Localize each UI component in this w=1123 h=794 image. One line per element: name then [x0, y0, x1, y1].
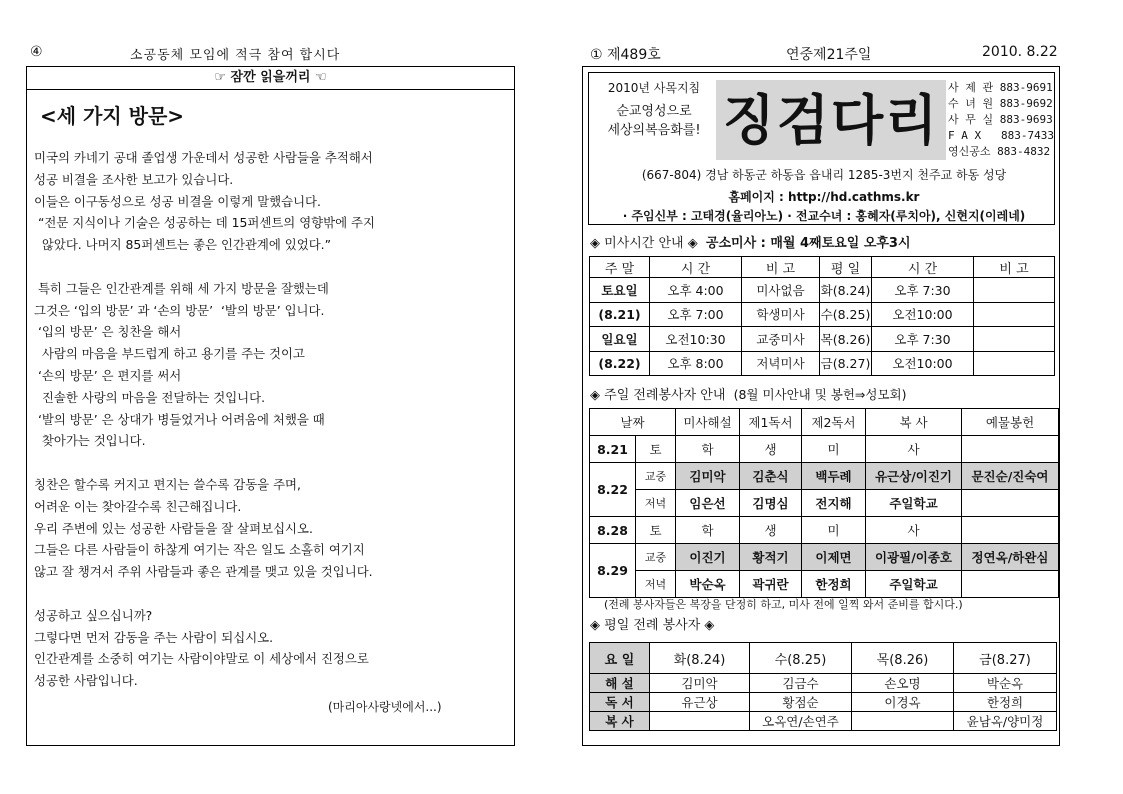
duty-cell: 학 [676, 517, 740, 544]
duty-cell: 문진순/진숙여 [962, 463, 1059, 490]
duty-cell: 주일학교 [866, 571, 962, 598]
duty-cell: 이광필/이종호 [866, 544, 962, 571]
weekday-day: 목(8.26) [820, 327, 872, 352]
weekday-role: 해 설 [590, 674, 650, 693]
issue-date: 2010. 8.22 [982, 44, 1058, 60]
weekday-time: 오전10:00 [872, 351, 974, 376]
duty-date: 8.28 [590, 517, 636, 544]
mass-header-cell: 비 고 [974, 257, 1055, 278]
duty-cell: 학 [676, 436, 740, 463]
contact-line: F A X 883-7433 [948, 129, 1054, 142]
article-line: 그들은 다른 사람들이 하찮게 여기는 작은 일도 소홀히 여기지 [34, 542, 365, 558]
table-row [590, 674, 1057, 693]
article-line: 미국의 카네기 공대 졸업생 가운데서 성공한 사람들을 추적해서 [34, 150, 373, 165]
duty-date: 8.29 [590, 544, 636, 598]
article-source: (마리아사랑넷에서...) [328, 700, 442, 714]
weekday-note [974, 351, 1055, 376]
table-row [590, 436, 1059, 463]
mass-note: 저녁미사 [742, 351, 820, 376]
parish-address: (667-804) 경남 하동군 하동읍 읍내리 1285-3번지 천주교 하동 성당 [641, 168, 1007, 182]
article-line: 칭찬은 할수록 커지고 편지는 쓸수록 감동을 주며, [34, 477, 301, 492]
weekday-cell [852, 712, 954, 731]
duty-section-title [590, 384, 907, 403]
pastoral-motto [592, 80, 716, 140]
duty-cell [962, 571, 1059, 598]
contact-line: 사 제 관 883-9691 [948, 81, 1053, 94]
page-number-left: ④ [30, 44, 43, 60]
sunday-duty-table [589, 408, 1059, 598]
duty-header-cell: 제1독서 [740, 409, 802, 436]
weekday-day: 금(8.27) [820, 351, 872, 376]
slogan: 소공동체 모임에 적극 참여 합시다 [130, 48, 341, 63]
duty-cell: 황적기 [740, 544, 802, 571]
article-line: 인간관계를 소중히 여기는 사람이야말로 이 세상에서 진정으로 [34, 651, 369, 667]
duty-cell: 김명심 [740, 490, 802, 517]
duty-cell: 김춘식 [740, 463, 802, 490]
weekday-day: 수(8.25) [820, 302, 872, 327]
article-line: “전문 지식이나 기술은 성공하는 데 15퍼센트의 영향밖에 주지 [34, 215, 375, 231]
article-line: 이들은 이구동성으로 성공 비결을 이렇게 말했습니다. [34, 193, 321, 209]
mass-time: 오전10:30 [650, 327, 742, 352]
duty-header-cell: 예물봉헌 [962, 409, 1059, 436]
motto-year: 2010년 사목지침 [607, 81, 701, 95]
duty-header-cell: 복 사 [866, 409, 962, 436]
duty-cell: 주일학교 [866, 490, 962, 517]
duty-section-label: ◈ 주일 전례봉사자 안내 [590, 388, 726, 403]
duty-date: 8.21 [590, 436, 636, 463]
weekday-cell: 윤남옥/양미정 [954, 712, 1057, 731]
weekday-role: 독 서 [590, 693, 650, 712]
duty-cell: 이진기 [676, 544, 740, 571]
duty-header-cell: 미사해설 [676, 409, 740, 436]
mass-day: 일요일 [590, 327, 650, 352]
mass-day: (8.21) [590, 302, 650, 327]
weekday-header-cell: 수(8.25) [750, 643, 852, 674]
reading-box-title: ☞ 잠깐 읽을꺼리 ☜ [26, 66, 515, 90]
mass-header-cell: 주 말 [590, 257, 650, 278]
mass-header-cell: 시 간 [872, 257, 974, 278]
weekday-section-title: ◈ 평일 전례 봉사자 ◈ [590, 618, 715, 633]
weekday-note [974, 302, 1055, 327]
duty-cell: 생 [740, 436, 802, 463]
article-line: 성공하고 싶으십니까? [34, 607, 153, 623]
duty-mass-type: 저녁 [636, 490, 676, 517]
contact-line: 영신공소 883-4832 [948, 145, 1051, 158]
weekday-note [974, 327, 1055, 352]
duty-note: (8월 미사안내 및 봉헌⇒성모회) [733, 387, 907, 402]
duty-weekday: 토 [636, 436, 676, 463]
duty-cell: 백두례 [802, 463, 866, 490]
weekday-role: 복 사 [590, 712, 650, 731]
weekday-cell: 오옥연/손연주 [750, 712, 852, 731]
weekday-cell: 손오명 [852, 674, 954, 693]
duty-mass-type: 교중 [636, 544, 676, 571]
article-line: ‘발의 방문’ 은 상대가 병들었거나 어려움에 처했을 때 [34, 411, 325, 427]
duty-date: 8.22 [590, 463, 636, 517]
homepage-link[interactable]: 홈페이지 : http://hd.cathms.kr [728, 190, 920, 204]
mass-day: 토요일 [590, 278, 650, 303]
weekday-cell: 김미악 [650, 674, 750, 693]
weekday-cell: 황점순 [750, 693, 852, 712]
weekday-day: 화(8.24) [820, 278, 872, 303]
duty-cell: 임은선 [676, 490, 740, 517]
article-line: 않았다. 나머지 85퍼센트는 좋은 인간관계에 있었다.” [34, 237, 332, 253]
liturgical-sunday: 연중제21주일 [786, 47, 872, 63]
article-line: ‘손의 방문’ 은 편지를 써서 [34, 368, 182, 383]
mass-day: (8.22) [590, 351, 650, 376]
mass-note: 교중미사 [742, 327, 820, 352]
weekday-note [974, 278, 1055, 303]
duty-cell [962, 436, 1059, 463]
duty-cell [962, 517, 1059, 544]
mass-header-cell: 시 간 [650, 257, 742, 278]
duty-mass-type: 교중 [636, 463, 676, 490]
duty-cell: 미 [802, 517, 866, 544]
duty-header-cell: 날짜 [590, 409, 676, 436]
article-line: 어려운 이는 찾아갈수록 친근해집니다. [34, 498, 242, 514]
duty-cell: 김미악 [676, 463, 740, 490]
article-line: 찾아가는 것입니다. [34, 433, 146, 449]
article-line: ‘입의 방문’ 은 칭찬을 해서 [34, 324, 182, 340]
article-line: 우리 주변에 있는 성공한 사람들을 잘 살펴보십시오. [34, 520, 313, 536]
article-line: 진솔한 사랑의 마음을 전달하는 것입니다. [34, 389, 266, 405]
article-line: 성공 비결을 조사한 보고가 있습니다. [34, 171, 234, 187]
duty-cell: 사 [866, 517, 962, 544]
duty-cell: 미 [802, 436, 866, 463]
table-row [590, 327, 1055, 352]
weekday-cell: 박순옥 [954, 674, 1057, 693]
newsletter-logo: 징검다리 [716, 80, 946, 160]
weekday-cell: 한정희 [954, 693, 1057, 712]
duty-weekday: 토 [636, 517, 676, 544]
table-row [590, 693, 1057, 712]
weekday-time: 오후 7:30 [872, 278, 974, 303]
weekday-cell: 김금수 [750, 674, 852, 693]
article-line: 않고 잘 챙겨서 주위 사람들과 좋은 관계를 맺고 있을 것입니다. [34, 564, 373, 580]
weekday-header-cell: 요 일 [590, 643, 650, 674]
mass-note: 학생미사 [742, 302, 820, 327]
table-row [590, 712, 1057, 731]
table-row [590, 571, 1059, 598]
table-row [590, 463, 1059, 490]
weekday-time: 오후 7:30 [872, 327, 974, 352]
weekday-cell: 이경옥 [852, 693, 954, 712]
weekday-header-cell: 금(8.27) [954, 643, 1057, 674]
issue-number: ① 제489호 [590, 47, 661, 63]
duty-cell: 이제면 [802, 544, 866, 571]
weekday-time: 오전10:00 [872, 302, 974, 327]
weekday-cell [650, 712, 750, 731]
duty-cell: 유근상/이진기 [866, 463, 962, 490]
motto-line-1: 순교영성으로 [616, 104, 692, 119]
mass-time: 오후 7:00 [650, 302, 742, 327]
duty-cell: 곽귀란 [740, 571, 802, 598]
duty-cell [962, 490, 1059, 517]
article-line: 사람의 마음을 부드럽게 하고 용기를 주는 것이고 [34, 346, 305, 362]
table-row [590, 351, 1055, 376]
duty-header-cell: 제2독서 [802, 409, 866, 436]
weekday-duty-table [589, 642, 1057, 731]
contact-list [948, 80, 1054, 160]
mass-schedule-table [589, 256, 1055, 376]
mass-section-label: ◈ 미사시간 안내 ◈ [590, 236, 698, 251]
contact-line: 사 무 실 883-9693 [948, 113, 1053, 126]
article-line: 특히 그들은 인간관계를 위해 세 가지 방문을 잘했는데 [34, 280, 329, 296]
mass-time: 오후 4:00 [650, 278, 742, 303]
article-line: 그렇다면 먼저 감동을 주는 사람이 되십시오. [34, 629, 274, 645]
duty-cell: 한정희 [802, 571, 866, 598]
duty-cell: 전지해 [802, 490, 866, 517]
table-row [590, 490, 1059, 517]
parish-staff: · 주임신부 : 고태경(율리아노) · 전교수녀 : 홍혜자(루치아), 신현지(이레네) [622, 209, 1026, 223]
table-row [590, 302, 1055, 327]
article-heading: <세 가지 방문> [40, 104, 185, 128]
table-row [590, 278, 1055, 303]
mass-header-cell: 비 고 [742, 257, 820, 278]
mass-section-title [590, 232, 911, 251]
article-line: 그것은 ‘입의 방문’ 과 ‘손의 방문’ ‘발의 방문’ 입니다. [34, 302, 325, 318]
table-row [590, 544, 1059, 571]
duty-cell: 박순옥 [676, 571, 740, 598]
gongso-mass: 공소미사 : 매월 4째토요일 오후3시 [705, 236, 911, 251]
duty-cell: 사 [866, 436, 962, 463]
contact-line: 수 녀 원 883-9692 [948, 97, 1053, 110]
duty-footnote: (전례 봉사자들은 복장을 단정히 하고, 미사 전에 일찍 와서 준비를 합시다.) [604, 598, 963, 611]
weekday-header-cell: 화(8.24) [650, 643, 750, 674]
duty-cell: 정연옥/하완심 [962, 544, 1059, 571]
mass-header-cell: 평 일 [820, 257, 872, 278]
table-row [590, 517, 1059, 544]
article-line: 성공한 사람입니다. [34, 673, 138, 689]
weekday-header-cell: 목(8.26) [852, 643, 954, 674]
duty-mass-type: 저녁 [636, 571, 676, 598]
duty-cell: 생 [740, 517, 802, 544]
motto-line-2: 세상의복음화를! [607, 123, 701, 138]
weekday-cell: 유근상 [650, 693, 750, 712]
mass-time: 오후 8:00 [650, 351, 742, 376]
mass-note: 미사없음 [742, 278, 820, 303]
